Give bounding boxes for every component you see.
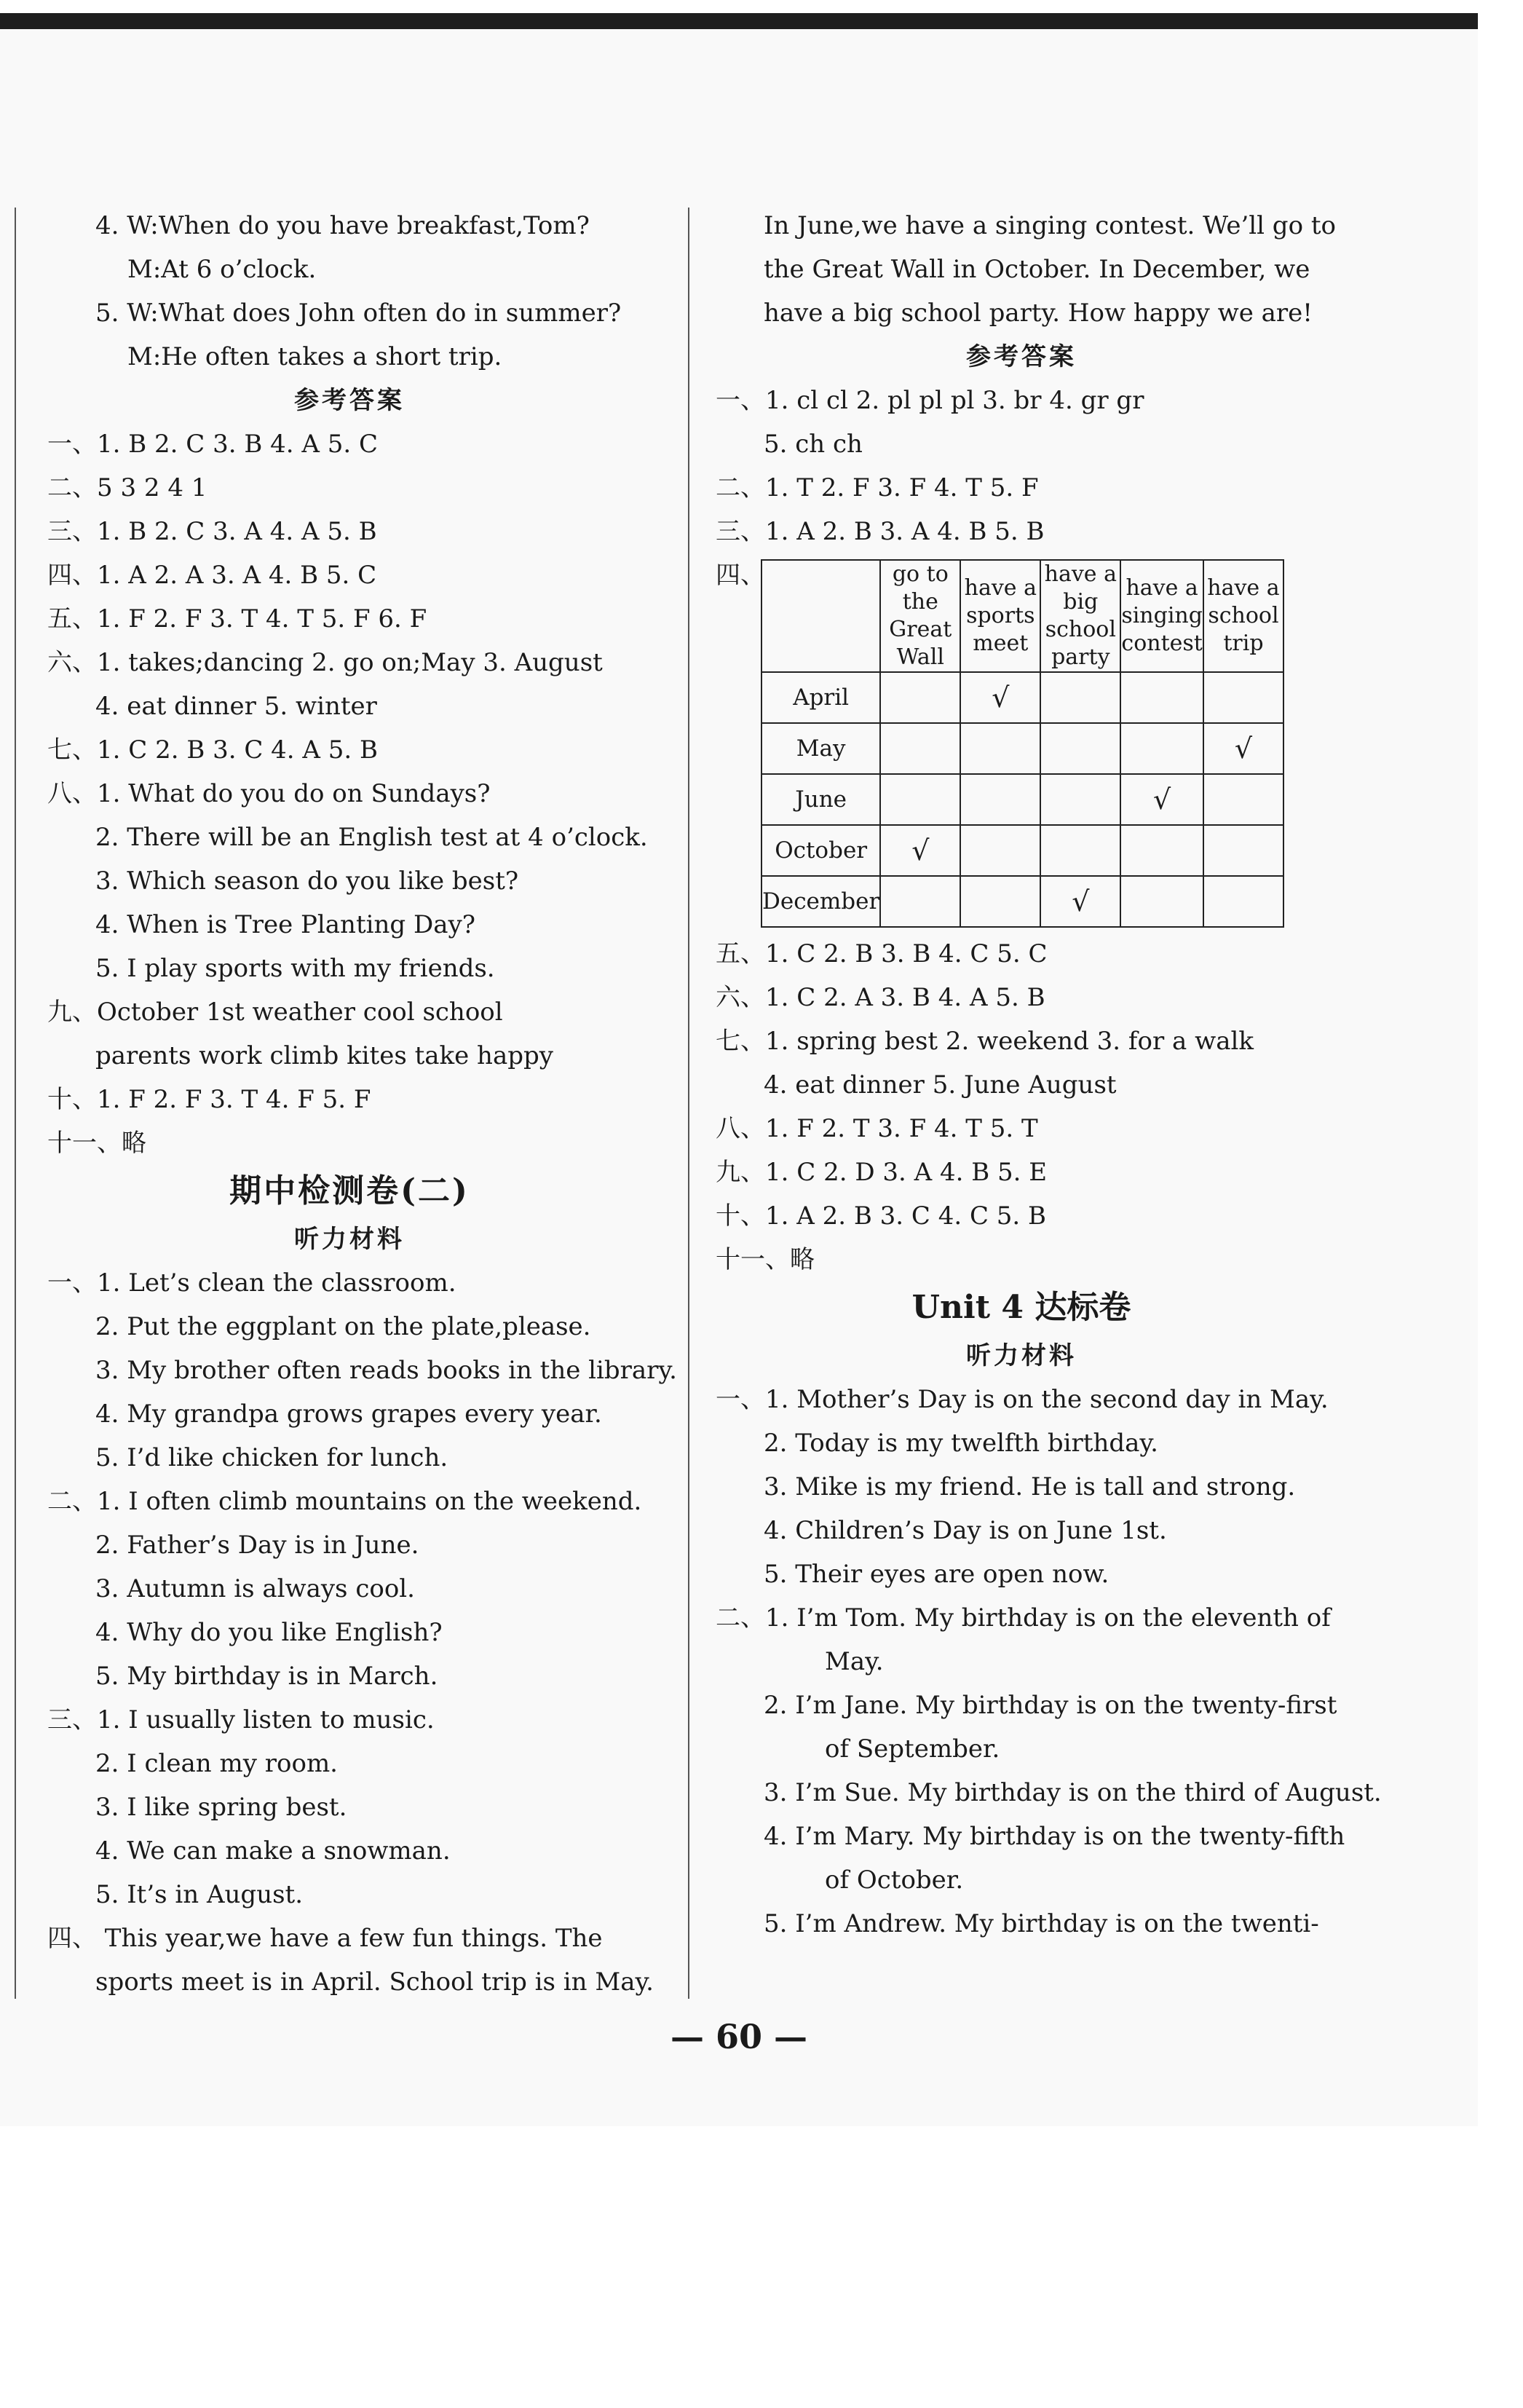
text-line: 二、1. I’m Tom. My birthday is on the eleventh of [716, 1603, 1331, 1633]
text-line: 5. ch ch [764, 430, 863, 459]
text-line: 5. Their eyes are open now. [764, 1560, 1109, 1589]
check-mark-cell: √ [880, 825, 960, 876]
text-line: 三、1. A 2. B 3. A 4. B 5. B [716, 517, 1045, 546]
text-line: 十一、略 [47, 1129, 146, 1158]
schedule-question [716, 553, 1327, 932]
text-line: 4. Why do you like English? [95, 1618, 443, 1647]
table-row [762, 825, 1283, 876]
page-number: — 60 — [670, 2017, 808, 2056]
text-line: M:At 6 o’clock. [127, 255, 317, 284]
text-line: 5. I play sports with my friends. [95, 954, 495, 983]
empty-cell [1040, 825, 1120, 876]
text-line: 十一、略 [716, 1245, 815, 1274]
empty-cell [960, 876, 1040, 927]
month-cell: October [762, 825, 880, 876]
text-line: 2. Today is my twelfth birthday. [764, 1429, 1158, 1458]
midterm-title: 期中检测卷(二) [229, 1172, 470, 1209]
text-line: 5. I’d like chicken for lunch. [95, 1443, 448, 1472]
text-line: 八、1. What do you do on Sundays? [47, 779, 491, 808]
text-line: 3. Which season do you like best? [95, 867, 519, 896]
text-line: parents work climb kites take happy [95, 1041, 553, 1070]
text-line: 4. eat dinner 5. June August [764, 1070, 1117, 1100]
table-header-row [762, 560, 1283, 672]
empty-cell [960, 723, 1040, 774]
text-line: 2. I clean my room. [95, 1749, 338, 1778]
text-line: 一、1. Let’s clean the classroom. [47, 1268, 456, 1298]
text-line: 3. Autumn is always cool. [95, 1574, 415, 1603]
empty-cell [1120, 672, 1203, 723]
text-line: 3. I’m Sue. My birthday is on the third of August. [764, 1778, 1382, 1807]
table-row [762, 876, 1283, 927]
empty-cell [1120, 876, 1203, 927]
table-row [762, 723, 1283, 774]
text-line: of September. [825, 1734, 1000, 1764]
empty-cell [1203, 774, 1283, 825]
text-line: 二、1. I often climb mountains on the weekend. [47, 1487, 642, 1516]
text-line: 九、1. C 2. D 3. A 4. B 5. E [716, 1158, 1048, 1187]
empty-cell [1203, 672, 1283, 723]
text-line: 2. Put the eggplant on the plate,please. [95, 1312, 591, 1341]
empty-cell [1040, 672, 1120, 723]
month-cell: May [762, 723, 880, 774]
column-header: have a big school party [1040, 560, 1120, 672]
text-line: the Great Wall in October. In December, we [764, 255, 1310, 284]
text-line: have a big school party. How happy we are! [764, 299, 1313, 328]
text-line: May. [825, 1647, 884, 1676]
text-line: 2. I’m Jane. My birthday is on the twenty-first [764, 1691, 1337, 1720]
text-line: 六、1. takes;dancing 2. go on;May 3. August [47, 648, 603, 677]
column-header: have a singing contest [1120, 560, 1203, 672]
text-line: 九、October 1st weather cool school [47, 998, 503, 1027]
text-line: 一、1. Mother’s Day is on the second day in May. [716, 1385, 1329, 1414]
text-line: 五、1. C 2. B 3. B 4. C 5. C [716, 939, 1048, 968]
question-number: 四、 [716, 561, 765, 590]
left-margin-rule [15, 208, 16, 1999]
answers-heading: 参考答案 [294, 386, 405, 415]
check-mark-cell: √ [1040, 876, 1120, 927]
text-line: 七、1. spring best 2. weekend 3. for a walk [716, 1027, 1254, 1056]
answer-key-list-b [716, 932, 1327, 1282]
text-line: 4. eat dinner 5. winter [95, 692, 377, 721]
listening-list-right [716, 1378, 1382, 1946]
text-line: 5. My birthday is in March. [95, 1662, 438, 1691]
check-mark-cell: √ [960, 672, 1040, 723]
column-header: have a sports meet [960, 560, 1040, 672]
check-mark-cell: √ [1120, 774, 1203, 825]
answer-key-list-a [716, 379, 1327, 553]
text-line: 二、1. T 2. F 3. F 4. T 5. F [716, 473, 1039, 502]
answers-heading-right: 参考答案 [966, 342, 1077, 371]
text-line: 五、1. F 2. F 3. T 4. T 5. F 6. F [47, 604, 427, 633]
month-cell: December [762, 876, 880, 927]
text-line: 4. W:When do you have breakfast,Tom? [95, 211, 590, 240]
empty-cell [960, 825, 1040, 876]
text-line: 六、1. C 2. A 3. B 4. A 5. B [716, 983, 1045, 1012]
dialog-top [47, 204, 652, 379]
text-line: In June,we have a singing contest. We’ll go to [764, 211, 1336, 240]
table-row [762, 774, 1283, 825]
text-line: M:He often takes a short trip. [127, 342, 502, 371]
table-body [762, 672, 1283, 927]
text-line: 5. W:What does John often do in summer? [95, 299, 622, 328]
text-line: 3. My brother often reads books in the library. [95, 1356, 677, 1385]
column-header: have a school trip [1203, 560, 1283, 672]
empty-cell [880, 876, 960, 927]
text-line: 二、5 3 2 4 1 [47, 473, 207, 502]
text-line: 十、1. A 2. B 3. C 4. C 5. B [716, 1201, 1047, 1231]
text-line: 4. When is Tree Planting Day? [95, 910, 475, 939]
check-mark-cell: √ [1203, 723, 1283, 774]
empty-cell [880, 774, 960, 825]
answer-key-list [47, 422, 652, 1165]
empty-cell [880, 672, 960, 723]
text-line: 三、1. I usually listen to music. [47, 1705, 435, 1734]
empty-cell [880, 723, 960, 774]
text-line: 四、 This year,we have a few fun things. The [47, 1924, 603, 1953]
empty-cell [1120, 825, 1203, 876]
text-line: 十、1. F 2. F 3. T 4. F 5. F [47, 1085, 371, 1114]
right-column [716, 204, 1382, 1946]
schedule-table [761, 559, 1284, 928]
text-line: 一、1. B 2. C 3. B 4. A 5. C [47, 430, 379, 459]
text-line: 2. Father’s Day is in June. [95, 1531, 419, 1560]
text-line: 2. There will be an English test at 4 o’clock. [95, 823, 648, 852]
empty-cell [1203, 876, 1283, 927]
month-cell: April [762, 672, 880, 723]
column-divider [688, 208, 689, 1999]
passage [716, 204, 1336, 335]
text-line: 4. I’m Mary. My birthday is on the twenty-fifth [764, 1822, 1345, 1851]
top-border-bar [0, 13, 1478, 29]
left-column [47, 204, 677, 2004]
text-line: 4. Children’s Day is on June 1st. [764, 1516, 1167, 1545]
text-line: 4. My grandpa grows grapes every year. [95, 1400, 602, 1429]
text-line: 一、1. cl cl 2. pl pl pl 3. br 4. gr gr [716, 386, 1144, 415]
month-cell: June [762, 774, 880, 825]
listening-heading-right: 听力材料 [966, 1341, 1077, 1370]
unit-title: Unit 4 达标卷 [911, 1289, 1131, 1326]
text-line: 七、1. C 2. B 3. C 4. A 5. B [47, 735, 379, 765]
text-line: 3. I like spring best. [95, 1793, 347, 1822]
text-line: 3. Mike is my friend. He is tall and strong. [764, 1472, 1296, 1501]
listening-heading: 听力材料 [294, 1225, 405, 1254]
listening-list [47, 1261, 677, 2004]
empty-cell [1040, 774, 1120, 825]
empty-cell [1120, 723, 1203, 774]
empty-cell [1040, 723, 1120, 774]
text-line: 4. We can make a snowman. [95, 1836, 451, 1866]
column-header: go to the Great Wall [880, 560, 960, 672]
text-line: sports meet is in April. School trip is in May. [95, 1967, 654, 1997]
table-corner-cell [762, 560, 880, 672]
empty-cell [960, 774, 1040, 825]
text-line: 5. I’m Andrew. My birthday is on the twenti- [764, 1909, 1319, 1938]
text-line: 三、1. B 2. C 3. A 4. A 5. B [47, 517, 377, 546]
table-row [762, 672, 1283, 723]
empty-cell [1203, 825, 1283, 876]
text-line: 八、1. F 2. T 3. F 4. T 5. T [716, 1114, 1038, 1143]
text-line: of October. [825, 1866, 964, 1895]
text-line: 四、1. A 2. A 3. A 4. B 5. C [47, 561, 377, 590]
text-line: 5. It’s in August. [95, 1880, 304, 1909]
